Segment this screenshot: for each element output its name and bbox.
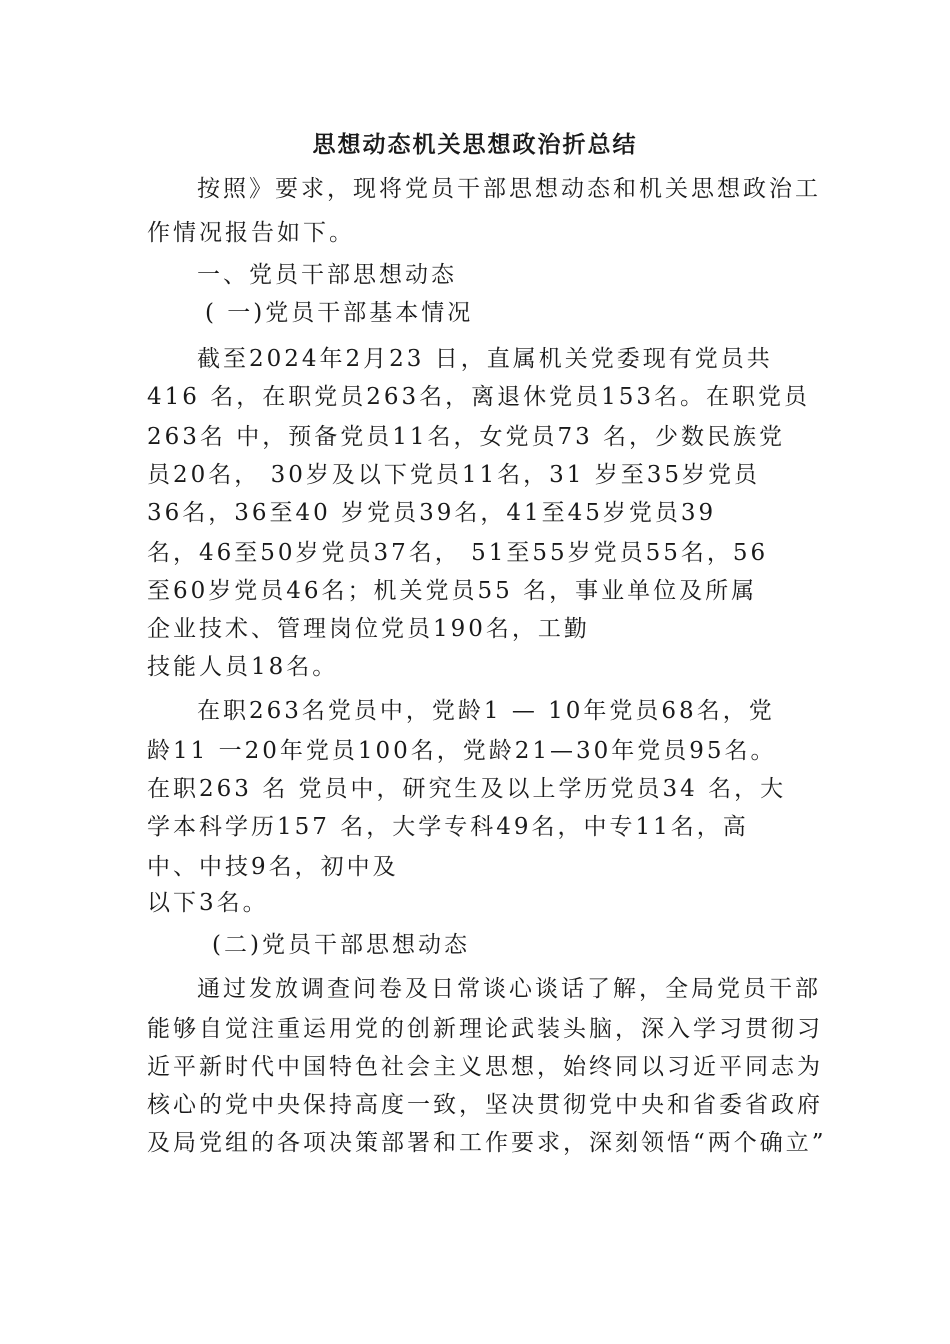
paragraph-line: 在职263 名 党员中，研究生及以上学历党员34 名，大 bbox=[147, 776, 787, 802]
paragraph-line: 按照》要求，现将党员干部思想动态和机关思想政治工 bbox=[197, 176, 821, 202]
paragraph-line: 以下3名。 bbox=[147, 890, 269, 916]
paragraph-line: 学本科学历157 名，大学专科49名，中专11名，高 bbox=[147, 814, 749, 840]
paragraph-line: 至60岁党员46名；机关党员55 名，事业单位及所属 bbox=[147, 578, 758, 604]
subsection-heading: (二)党员干部思想动态 bbox=[212, 932, 470, 958]
paragraph-line: 近平新时代中国特色社会主义思想，始终同以习近平同志为 bbox=[147, 1054, 823, 1080]
section-heading: 一、党员干部思想动态 bbox=[197, 262, 457, 288]
paragraph-line: 36名，36至40 岁党员39名，41至45岁党员39 bbox=[147, 500, 717, 526]
paragraph-line: 263名 中，预备党员11名，女党员73 名，少数民族党 bbox=[147, 424, 786, 450]
paragraph-line: 技能人员18名。 bbox=[147, 654, 339, 680]
paragraph-line: 及局党组的各项决策部署和工作要求，深刻领悟“两个确立” bbox=[147, 1130, 827, 1156]
document-title: 思想动态机关思想政治折总结 bbox=[312, 131, 638, 158]
subsection-heading: ( 一)党员干部基本情况 bbox=[205, 300, 474, 326]
paragraph-line: 核心的党中央保持高度一致，坚决贯彻党中央和省委省政府 bbox=[147, 1092, 823, 1118]
paragraph-line: 416 名，在职党员263名，离退休党员153名。在职党员 bbox=[147, 384, 811, 410]
paragraph-line: 作情况报告如下。 bbox=[147, 220, 355, 246]
paragraph-line: 在职263名党员中，党龄1 — 10年党员68名，党 bbox=[197, 698, 775, 724]
paragraph-line: 企业技术、管理岗位党员190名，工勤 bbox=[147, 616, 590, 642]
paragraph-line: 员20名， 30岁及以下党员11名，31 岁至35岁党员 bbox=[147, 462, 760, 488]
paragraph-line: 能够自觉注重运用党的创新理论武装头脑，深入学习贯彻习 bbox=[147, 1016, 823, 1042]
paragraph-line: 名，46至50岁党员37名， 51至55岁党员55名，56 bbox=[147, 540, 769, 566]
paragraph-line: 截至2024年2月23 日，直属机关党委现有党员共 bbox=[197, 346, 773, 372]
paragraph-line: 龄11 一20年党员100名，党龄21—30年党员95名。 bbox=[147, 738, 777, 764]
paragraph-line: 通过发放调查问卷及日常谈心谈话了解，全局党员干部 bbox=[197, 976, 821, 1002]
paragraph-line: 中、中技9名，初中及 bbox=[147, 854, 399, 880]
